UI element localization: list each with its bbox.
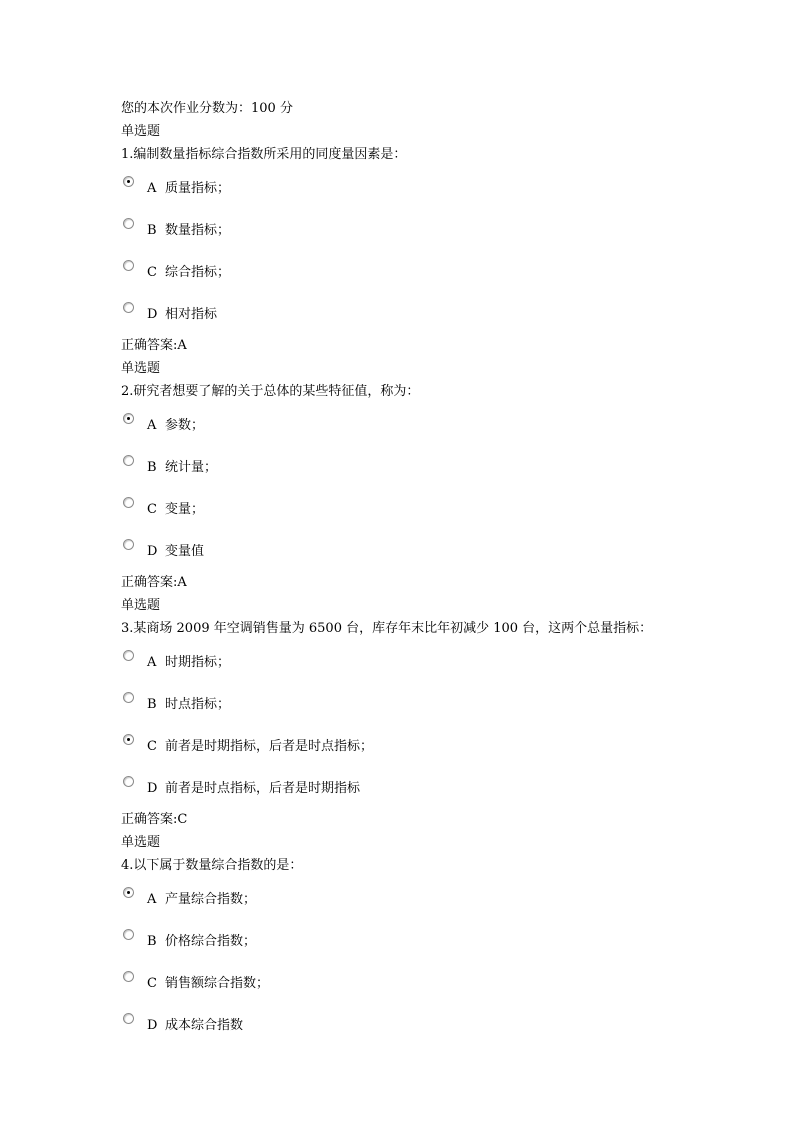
option-a[interactable] — [121, 176, 761, 218]
option-d[interactable] — [121, 539, 761, 581]
option-c[interactable] — [121, 971, 761, 1013]
question-block — [121, 831, 761, 1055]
option-label — [147, 221, 230, 241]
option-letter: D — [147, 781, 158, 796]
option-label — [147, 263, 230, 283]
option-letter: D — [147, 1018, 158, 1033]
option-text: 变量值 — [165, 544, 205, 559]
radio-unselected-icon[interactable] — [123, 260, 134, 271]
option-text: 时期指标； — [165, 655, 231, 670]
option-letter: A — [147, 892, 157, 907]
option-text: 质量指标； — [165, 181, 231, 196]
question-text: 2.研究者想要了解的关于总体的某些特征值，称为： — [121, 384, 420, 399]
correct-answer: 正确答案:A — [121, 338, 187, 353]
question-block — [121, 594, 761, 831]
radio-unselected-icon[interactable] — [123, 497, 134, 508]
option-label — [147, 458, 217, 478]
radio-unselected-icon[interactable] — [123, 929, 134, 940]
radio-selected-icon[interactable] — [123, 413, 134, 424]
option-letter: D — [147, 307, 158, 322]
option-label — [147, 695, 230, 715]
option-text: 前者是时期指标，后者是时点指标； — [165, 739, 374, 754]
radio-unselected-icon[interactable] — [123, 455, 134, 466]
radio-unselected-icon[interactable] — [123, 539, 134, 550]
option-label — [147, 974, 269, 994]
option-letter: C — [147, 502, 157, 517]
option-c[interactable] — [121, 734, 761, 776]
option-label — [147, 932, 256, 952]
correct-answer: 正确答案:C — [121, 812, 188, 827]
option-label — [147, 305, 217, 325]
option-text: 变量； — [165, 502, 205, 517]
option-text: 价格综合指数； — [165, 934, 257, 949]
radio-unselected-icon[interactable] — [123, 692, 134, 703]
option-c[interactable] — [121, 260, 761, 302]
question-text: 3.某商场 2009 年空调销售量为 6500 台，库存年末比年初减少 100 台，这两个总量指标： — [121, 621, 653, 636]
radio-selected-icon[interactable] — [123, 887, 134, 898]
radio-unselected-icon[interactable] — [123, 650, 134, 661]
option-text: 前者是时点指标，后者是时期指标 — [165, 781, 361, 796]
question-type: 单选题 — [121, 835, 161, 850]
option-text: 成本综合指数 — [165, 1018, 244, 1033]
correct-answer: 正确答案:A — [121, 575, 187, 590]
option-list — [121, 887, 761, 1055]
question-type: 单选题 — [121, 598, 161, 613]
question-text: 4.以下属于数量综合指数的是： — [121, 858, 303, 873]
option-letter: A — [147, 418, 157, 433]
option-b[interactable] — [121, 218, 761, 260]
option-d[interactable] — [121, 302, 761, 344]
option-text: 参数； — [165, 418, 205, 433]
option-letter: B — [147, 934, 157, 949]
option-letter: B — [147, 460, 157, 475]
option-letter: C — [147, 976, 157, 991]
option-c[interactable] — [121, 497, 761, 539]
option-letter: C — [147, 265, 157, 280]
option-label — [147, 500, 204, 520]
option-text: 统计量； — [165, 460, 218, 475]
option-d[interactable] — [121, 1013, 761, 1055]
radio-unselected-icon[interactable] — [123, 971, 134, 982]
option-letter: D — [147, 544, 158, 559]
option-label — [147, 416, 204, 436]
option-text: 相对指标 — [165, 307, 218, 322]
option-text: 销售额综合指数； — [165, 976, 270, 991]
option-letter: B — [147, 223, 157, 238]
option-label — [147, 737, 373, 757]
score-line: 您的本次作业分数为：100 分 — [121, 101, 293, 116]
question-block — [121, 357, 761, 594]
option-letter: A — [147, 655, 157, 670]
radio-unselected-icon[interactable] — [123, 1013, 134, 1024]
option-d[interactable] — [121, 776, 761, 818]
option-label — [147, 890, 256, 910]
question-list — [121, 120, 761, 1055]
option-list — [121, 176, 761, 344]
radio-selected-icon[interactable] — [123, 734, 134, 745]
option-label — [147, 653, 230, 673]
option-label — [147, 542, 204, 562]
option-b[interactable] — [121, 455, 761, 497]
radio-unselected-icon[interactable] — [123, 302, 134, 313]
option-label — [147, 779, 360, 799]
option-b[interactable] — [121, 929, 761, 971]
homework-content — [121, 97, 761, 1055]
option-a[interactable] — [121, 650, 761, 692]
option-text: 综合指标； — [165, 265, 231, 280]
question-block — [121, 120, 761, 357]
option-label — [147, 1016, 243, 1036]
option-list — [121, 413, 761, 581]
option-b[interactable] — [121, 692, 761, 734]
question-type: 单选题 — [121, 361, 161, 376]
option-letter: B — [147, 697, 157, 712]
option-text: 时点指标； — [165, 697, 231, 712]
option-text: 数量指标； — [165, 223, 231, 238]
option-label — [147, 179, 230, 199]
option-a[interactable] — [121, 413, 761, 455]
question-type: 单选题 — [121, 124, 161, 139]
option-letter: C — [147, 739, 157, 754]
radio-selected-icon[interactable] — [123, 176, 134, 187]
question-text: 1.编制数量指标综合指数所采用的同度量因素是： — [121, 147, 407, 162]
option-text: 产量综合指数； — [165, 892, 257, 907]
option-a[interactable] — [121, 887, 761, 929]
option-list — [121, 650, 761, 818]
radio-unselected-icon[interactable] — [123, 776, 134, 787]
option-letter: A — [147, 181, 157, 196]
radio-unselected-icon[interactable] — [123, 218, 134, 229]
